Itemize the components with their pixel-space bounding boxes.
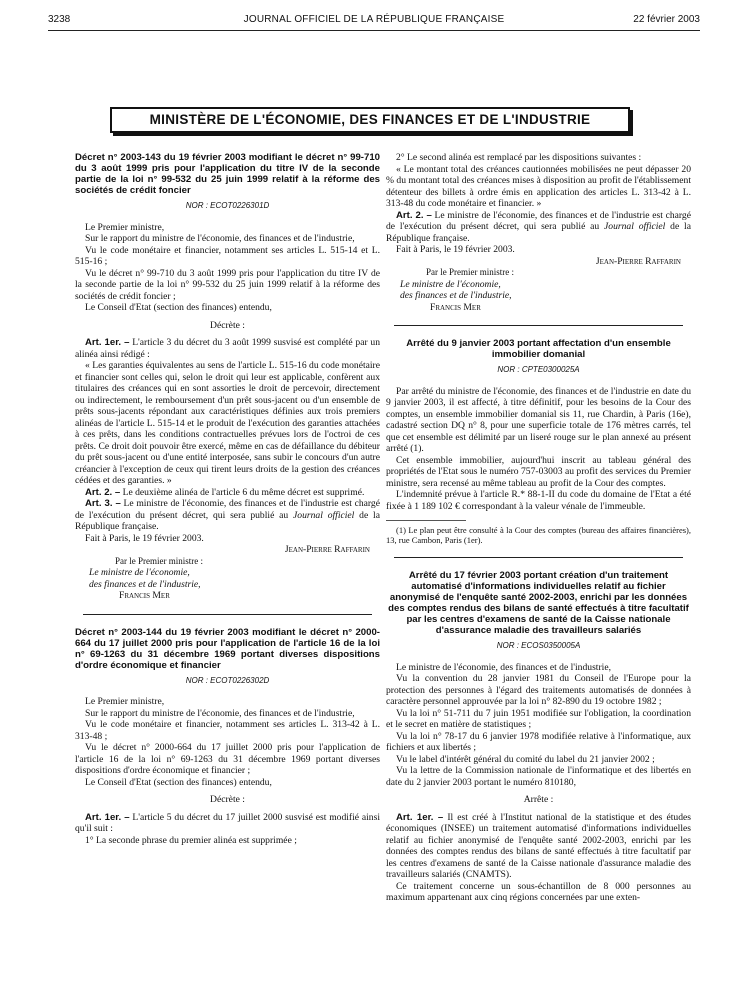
decree2-minister-title-1: Le ministre de l'économie, (400, 278, 501, 290)
decree2-p2: Sur le rapport du ministre de l'économie, des finances et de l'industrie, (85, 707, 355, 719)
arrete2-p2: Vu la convention du 28 janvier 1981 du Conseil de l'Europe pour la protection des personnes à l'égard des traitements automatisés de données à caractère personnel approuvée par la loi n° 82-890 du 19 octobre 1982 ; (386, 673, 691, 707)
arrete2-nor-code: ECOS0350005A (521, 641, 581, 650)
issue-date: 22 février 2003 (633, 14, 700, 25)
left-column (75, 152, 380, 846)
arrete2-p3: Vu la loi n° 51-711 du 7 juin 1951 modifiée sur l'obligation, la coordination et le secret en matière de statistiques ; (386, 707, 691, 730)
decree1-p1: Le Premier ministre, (85, 221, 165, 233)
decree1-p2: Sur le rapport du ministre de l'économie, des finances et de l'industrie, (85, 233, 355, 244)
arrete2-p6: Vu la lettre de la Commission nationale de l'informatique et des libertés en date du 2 janvier 2003 portant le numéro 810180, (386, 765, 691, 788)
decree1-byline: Par le Premier ministre : (115, 555, 203, 566)
decree2-nor-code: ECOT0226302D (210, 675, 270, 685)
ministry-heading: MINISTÈRE DE L'ÉCONOMIE, DES FINANCES ET DE L'INDUSTRIE (110, 107, 630, 133)
right-column (386, 152, 691, 904)
arrete2-p4: Vu la loi n° 78-17 du 6 janvier 1978 modifiée relative à l'informatique, aux fichiers et aux libertés ; (386, 730, 691, 753)
arrete1-p3: L'indemnité prévue à l'article R.* 88-1-II du code du domaine de l'Etat a été fixée à 1 189 102 € correspondant à la valeur vénale de l'immeuble. (386, 489, 691, 512)
decree1-title: Décret n° 2003-143 du 19 février 2003 modifiant le décret n° 99-710 du 3 août 1999 pris pour l'application du titre IV de la seconde partie de la loi n° 99-532 du 25 juin 1999 relatif à la réforme des sociétés de crédit foncier (75, 152, 380, 196)
arrete1-nor-code: CPTE0300025A (521, 365, 580, 374)
decree1-art1: Art. 1er. – L'article 3 du décret du 3 août 1999 susvisé est complété par un alinéa ainsi rédigé : (75, 337, 380, 360)
decree2-art1: Art. 1er. – L'article 5 du décret du 17 juillet 2000 susvisé est modifié ainsi qu'il suit : (75, 811, 380, 834)
arrete1-title: Arrêté du 9 janvier 2003 portant affectation d'un ensemble immobilier domanial (406, 338, 671, 360)
decree2-p1: Le Premier ministre, (85, 696, 165, 707)
decree1-art3: Art. 3. – Le ministre de l'économie, des finances et de l'industrie est chargé de l'exécution du présent décret, qui sera publié au Journal officiel de la République française. (75, 498, 380, 532)
decree1-p4: Vu le décret n° 99-710 du 3 août 1999 pris pour l'application du titre IV de la seconde partie de la loi n° 99-532 du 25 juin 1999 relatif à la réforme des sociétés de crédit foncier ; (75, 267, 380, 302)
decree2-item1: 1° La seconde phrase du premier alinéa est supprimée ; (85, 834, 297, 846)
arrete1-nor: NOR : CPTE0300025A (497, 365, 580, 374)
section-separator (83, 614, 373, 615)
decree2-place: Fait à Paris, le 19 février 2003. (396, 244, 515, 255)
page-number: 3238 (48, 14, 71, 25)
section-separator (394, 325, 684, 326)
decree1-nor: NOR : ECOT0226301D (185, 201, 270, 210)
decree2-p5: Le Conseil d'Etat (section des finances) entendu, (85, 776, 272, 788)
arrete2-p5: Vu le label d'intérêt général du comité du label du 21 janvier 2002 ; (396, 753, 655, 765)
decree1-decrete: Décrète : (210, 319, 245, 331)
decree1-p5: Le Conseil d'Etat (section des finances) entendu, (85, 302, 272, 313)
decree1-p3: Vu le code monétaire et financier, notamment ses articles L. 515-14 et L. 515-16 ; (75, 244, 380, 267)
page-header (48, 14, 700, 30)
arrete1-p1: Par arrêté du ministre de l'économie, des finances et de l'industrie en date du 9 janvier 2003, il est affecté, à titre définitif, pour les besoins de la Cour des comptes, un ensemble immobilier domanial sis 11, rue Chardin, à Paris (16e), cadastré section DQ n° 8, pour une superficie totale de 176 mètres carrés, tel que cet ensemble est délimité par un liseré rouge sur le plan annexé au présent arrêté (1). (386, 385, 691, 454)
decree1-nor-code: ECOT0226301D (210, 201, 270, 210)
header-rule (48, 30, 700, 31)
arrete2-p7: Ce traitement concerne un sous-échantillon de 8 000 personnes au maximum appartenant aux cinq régions concernées par une exten- (386, 880, 691, 903)
journal-title: JOURNAL OFFICIEL DE LA RÉPUBLIQUE FRANÇAISE (243, 14, 505, 25)
arrete2-p1: Le ministre de l'économie, des finances et de l'industrie, (396, 661, 611, 673)
footnote-rule (386, 520, 466, 521)
arrete2-nor: NOR : ECOS0350005A (496, 641, 581, 650)
arrete2-art1: Art. 1er. – Il est créé à l'Institut national de la statistique et des études économiques (INSEE) un traitement automatisé d'informations individuelles relatif au fichier anonymisé de l'enquête santé 2002-2003, enrichi par les données des comptes rendus des bilans de santé effectués à titre facultatif par les centres d'examens de santé de la Caisse nationale d'assurance maladie des travailleurs salariés (CNAMTS). (386, 811, 691, 880)
section-separator (394, 557, 684, 558)
decree2-title: Décret n° 2003-144 du 19 février 2003 modifiant le décret n° 2000-664 du 17 juillet 2000 pris pour l'application de l'article 16 de la loi n° 69-1263 du 31 décembre 1969 portant diverses dispositions d'ordre économique et financier (75, 626, 380, 671)
decree2-item2: 2° Le second alinéa est remplacé par les dispositions suivantes : (396, 152, 642, 163)
arrete1-footnote: (1) Le plan peut être consulté à la Cour des comptes (bureau des affaires financières), 13, rue Cambon, Paris (1er). (386, 525, 691, 545)
decree1-signer: Jean-Pierre Raffarin (284, 544, 370, 555)
decree2-signer: Jean-Pierre Raffarin (595, 255, 681, 267)
decree1-art2: Art. 2. – Le deuxième alinéa de l'article 6 du même décret est supprimé. (85, 486, 365, 498)
arrete2-title: Arrêté du 17 février 2003 portant création d'un traitement automatisé d'informations individuelles relatif au fichier anonymisé de l'enquête santé 2002-2003, enrichi par les données des comptes rendus des bilans de santé effectués à titre facultatif par les centres d'examens de santé de la Caisse nationale d'assurance maladie des travailleurs salariés (388, 570, 689, 636)
decree2-nor: NOR : ECOT0226302D (185, 675, 270, 685)
arrete1-p2: Cet ensemble immobilier, aujourd'hui inscrit au tableau général des propriétés de l'Etat sous le numéro 757-03003 au profit des services du Premier ministre, sera recensé au même tableau au profit de la Cour des comptes. (386, 454, 691, 489)
decree1-minister-title-1: Le ministre de l'économie, (89, 567, 190, 578)
decree2-art2: Art. 2. – Le ministre de l'économie, des finances et de l'industrie est chargé de l'exécution du présent décret, qui sera publié au Journal officiel de la République française. (386, 209, 691, 244)
decree1-minister-title-2: des finances et de l'industrie, (89, 578, 201, 590)
decree2-quote: « Le montant total des créances cautionnées mobilisées ne peut dépasser 20 % du montant total des créances mises à disposition au profit de l'établissement détenteur des billets à ordre émis en application des articles L. 313-42 à L. 313-48 du code monétaire et financier. » (386, 163, 691, 209)
decree2-p4: Vu le décret n° 2000-664 du 17 juillet 2000 pris pour l'application de l'article 16 de la loi n° 69-1263 du 31 décembre 1969 portant diverses dispositions d'ordre économique et financier ; (75, 742, 380, 776)
decree2-decrete: Décrète : (210, 794, 245, 805)
decree2-minister-name: Francis Mer (430, 301, 481, 313)
decree1-quote: « Les garanties équivalentes au sens de l'article L. 515-16 du code monétaire et financier sont celles qui, selon le droit qui leur est applicable, confèrent aux titulaires des créances qui en sont assorties le droit de percevoir, directement ou indirectement, le remboursement d'un prêt sous-jacent ou d'un ensemble de prêts sous-jacents répondant aux caractéristiques définies aux trois premiers alinéas de l'article L. 515-14 et le produit de l'exécution des garanties attachées à ces prêts, dans les conditions contractuelles prévues lors de l'octroi de ces prêts. Ce droit doit pouvoir être exercé, même en cas de défaillance du débiteur du prêt sous-jacent ou d'une entité interposée, sans subir le concours d'un autre créancier à l'exception de ceux qui tirent leurs droits de la gestion des créances cédées et des garanties. » (75, 360, 380, 486)
decree1-minister-name: Francis Mer (119, 590, 170, 601)
decree1-place: Fait à Paris, le 19 février 2003. (85, 532, 204, 544)
decree2-p3: Vu le code monétaire et financier, notamment ses articles L. 313-42 à L. 313-48 ; (75, 719, 380, 742)
arrete2-arrete: Arrête : (523, 794, 554, 805)
decree2-byline: Par le Premier ministre : (426, 267, 514, 277)
decree2-minister-title-2: des finances et de l'industrie, (400, 290, 512, 301)
